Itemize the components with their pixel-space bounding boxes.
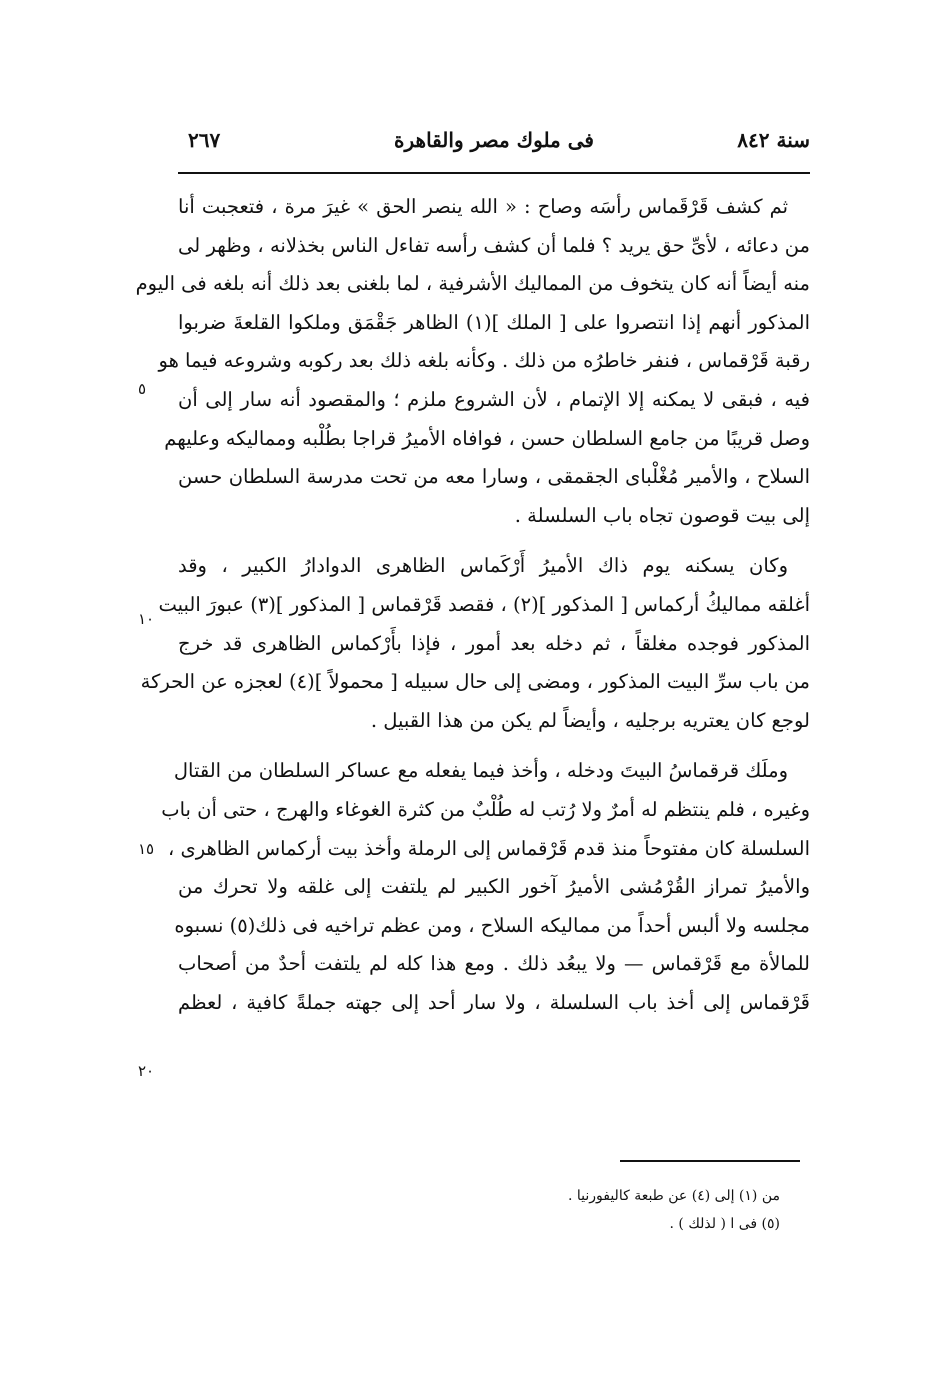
- text-line: رقبة قَرْقماس ، فنفر خاطرُه من ذلك . وكأنه بلغه ذلك بعد ركوبه وشروعه فيما هو: [158, 349, 810, 373]
- footnotes: [420, 1182, 780, 1238]
- page-number: ٢٦٧: [188, 128, 221, 152]
- text-line: أغلقه مماليكُ أركماس [ المذكور ](٢) ، فقصد قَرْقماس [ المذكور ](٣) عبورَ البيت: [158, 592, 810, 616]
- line-number-15: ١٥: [138, 840, 155, 858]
- text-line: مجلسه ولا ألبس أحداً من مماليكه السلاح ، ومن عظم تراخيه فى ذلك(٥) نسبوه: [174, 913, 810, 937]
- text-line: ثم كشف قَرْقَماس رأسَه وصاح : « الله ينصر الحق » غيرَ مرة ، فتعجبت أنا: [178, 195, 788, 218]
- header-year: سنة ٨٤٢: [737, 128, 810, 152]
- header-rule: [178, 172, 810, 174]
- line-number-10: ١٠: [138, 610, 155, 628]
- text-line: وغيره ، فلم ينتظم له أمرٌ ولا رُتب له طُلْبٌ من كثرة الغوغاء والهرج ، حتى أن باب: [161, 797, 810, 821]
- text-line: السلسلة كان مفتوحاً منذ قدم قَرْقماس إلى الرملة وأخذ بيت أركماس الظاهرى ،: [167, 836, 810, 860]
- text-line: قَرْقماس إلى أخذ باب السلسلة ، ولا سار أحد إلى جهته جملةً كافية ، لعظم: [178, 990, 810, 1014]
- text-line: والأميرُ تمراز القُرْمُشى الأميرُ آخور الكبير لم يلتفت إلى غلقه ولا تحرك من: [178, 875, 810, 899]
- line-number-20: ٢٠: [138, 1062, 155, 1080]
- text-line: من باب سرِّ البيت المذكور ، ومضى إلى حال سبيله [ محمولاً ](٤) لعجزه عن الحركة: [140, 670, 810, 694]
- text-line: لوجع كان يعتريه برجليه ، وأيضاً لم يكن من هذا القبيل .: [370, 708, 810, 732]
- text-line: وصل قريبًا من جامع السلطان حسن ، فوافاه الأميرُ قراجا بطُلْبه ومماليكه وعليهم: [164, 426, 810, 450]
- text-line: فيه ، فبقى لا يمكنه إلا الإتمام ، لأن الشروع ملزم ؛ والمقصود أنه سار إلى أن: [178, 387, 810, 411]
- text-line: منه أيضاً أنه كان يتخوف من المماليك الأشرفية ، لما بلغنى بعد ذلك أنه بلغه فى اليوم: [135, 272, 810, 296]
- text-line: المذكور أنهم إذا انتصروا على [ الملك ](١) الظاهر جَقْمَق وملكوا القلعةَ ضربوا: [178, 310, 810, 334]
- footnote: من (١) إلى (٤) عن طبعة كاليفورنيا .: [567, 1188, 780, 1204]
- text-line: وكان يسكنه يوم ذاك الأميرُ أَرْكَماس الظاهرى الدوادارُ الكبير ، وقد: [178, 554, 788, 578]
- text-line: المذكور فوجده مغلقاً ، ثم دخله بعد أمور ، فإذا بأَرْكماس الظاهرى قد خرج: [178, 631, 810, 655]
- text-line: السلاح ، والأمير مُغْلْباى الجقمقى ، وسارا معه من تحت مدرسة السلطان حسن: [178, 465, 810, 489]
- paragraph-3: [161, 752, 810, 1022]
- text-line: للمالأة مع قَرْقماس — ولا يبعُد ذلك . ومع هذا كله لم يلتفت أحدٌ من أصحاب: [178, 952, 810, 976]
- text-line: وملَك قرقماسُ البيتَ ودخله ، وأخذ فيما يفعله مع عساكر السلطان من القتال: [173, 759, 788, 783]
- text-line: إلى بيت قوصون تجاه باب السلسلة .: [514, 503, 810, 527]
- text-line: من دعائه ، لأىِّ حق يريد ؟ فلما أن كشف رأسه تفاءل الناس بخذلانه ، وظهر لى: [178, 233, 810, 257]
- footnote-rule: [620, 1160, 800, 1162]
- running-header: [178, 128, 810, 168]
- header-title: فى ملوك مصر والقاهرة: [394, 128, 594, 152]
- line-number-5: ٥: [138, 380, 147, 398]
- footnote: (٥) فى ا ( لذلك ) .: [669, 1216, 780, 1232]
- paragraph-1: [135, 188, 810, 535]
